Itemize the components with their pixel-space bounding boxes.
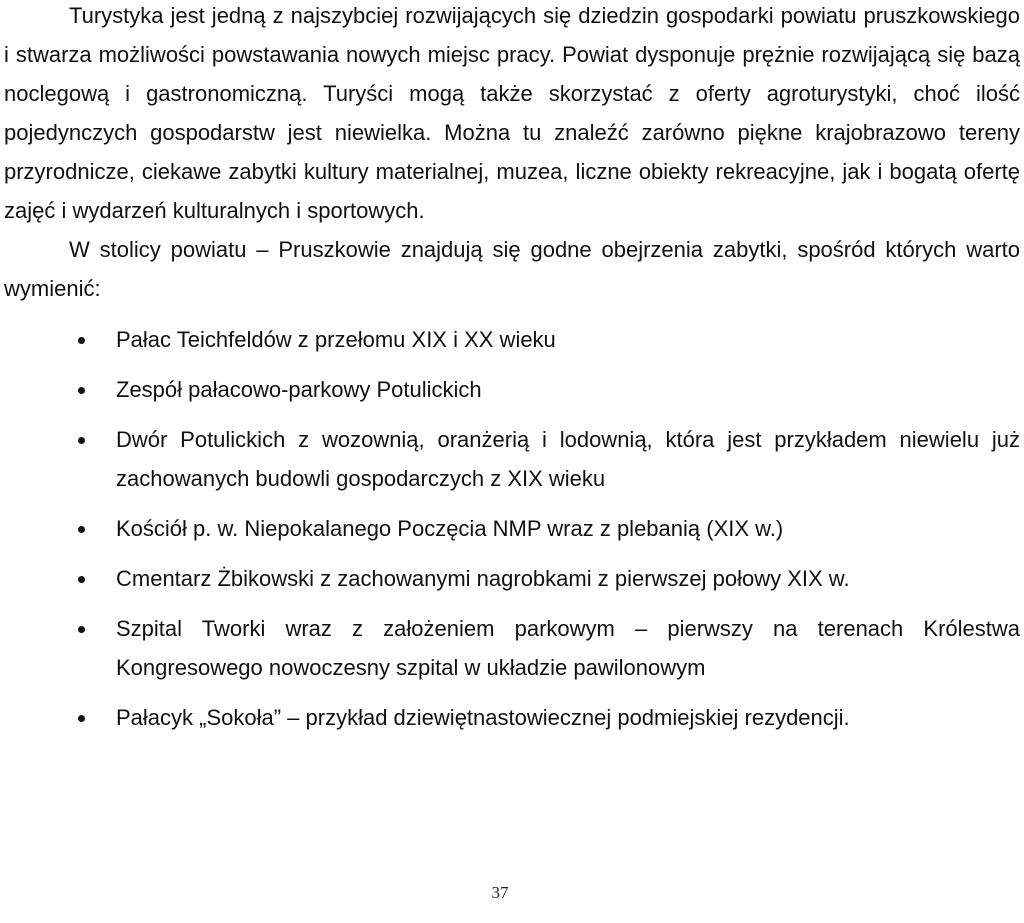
list-item-text: Szpital Tworki wraz z założeniem parkowym – pierwszy na terenach Królestwa Kongresowego nowoczesny szpital w układzie pawilonowym [116, 616, 1020, 680]
list-item-text: Kościół p. w. Niepokalanego Poczęcia NMP wraz z plebanią (XIX w.) [116, 516, 784, 541]
bullet-icon [78, 526, 85, 533]
list-item-text: Dwór Potulickich z wozownią, oranżerią i lodownią, która jest przykładem niewielu już zachowanych budowli gospodarczych z XIX wieku [116, 427, 1020, 491]
list-item [4, 420, 1020, 498]
document-page [4, 0, 1020, 737]
bullet-icon [78, 437, 85, 444]
paragraph-monuments-intro: W stolicy powiatu – Pruszkowie znajdują się godne obejrzenia zabytki, spośród których warto wymienić: [4, 237, 1020, 301]
list-item-text: Zespół pałacowo-parkowy Potulickich [116, 377, 482, 402]
bullet-icon [78, 387, 85, 394]
list-item [4, 698, 1020, 737]
bullet-icon [78, 576, 85, 583]
list-item [4, 609, 1020, 687]
bullet-icon [78, 626, 85, 633]
list-item [4, 320, 1020, 359]
list-item-text: Pałac Teichfeldów z przełomu XIX i XX wieku [116, 327, 556, 352]
list-item-text: Cmentarz Żbikowski z zachowanymi nagrobkami z pierwszej połowy XIX w. [116, 566, 850, 591]
list-item-text: Pałacyk „Sokoła” – przykład dziewiętnastowiecznej podmiejskiej rezydencji. [116, 705, 850, 730]
paragraph-tourism: Turystyka jest jedną z najszybciej rozwijających się dziedzin gospodarki powiatu pruszkowskiego i stwarza możliwości powstawania nowych miejsc pracy. Powiat dysponuje prężnie rozwijającą się bazą noclegową i gastronomiczną. Turyści mogą także skorzystać z oferty agroturystyki, choć ilość pojedynczych gospodarstw jest niewielka. Można tu znaleźć zarówno piękne krajobrazowo tereny przyrodnicze, ciekawe zabytki kultury materialnej, muzea, liczne obiekty rekreacyjne, jak i bogatą ofertę zajęć i wydarzeń kulturalnych i sportowych. [4, 3, 1020, 223]
monuments-list [4, 320, 1020, 737]
bullet-icon [78, 715, 85, 722]
list-item [4, 370, 1020, 409]
list-item [4, 559, 1020, 598]
list-item [4, 509, 1020, 548]
bullet-icon [78, 337, 85, 344]
page-number: 37 [491, 883, 509, 902]
